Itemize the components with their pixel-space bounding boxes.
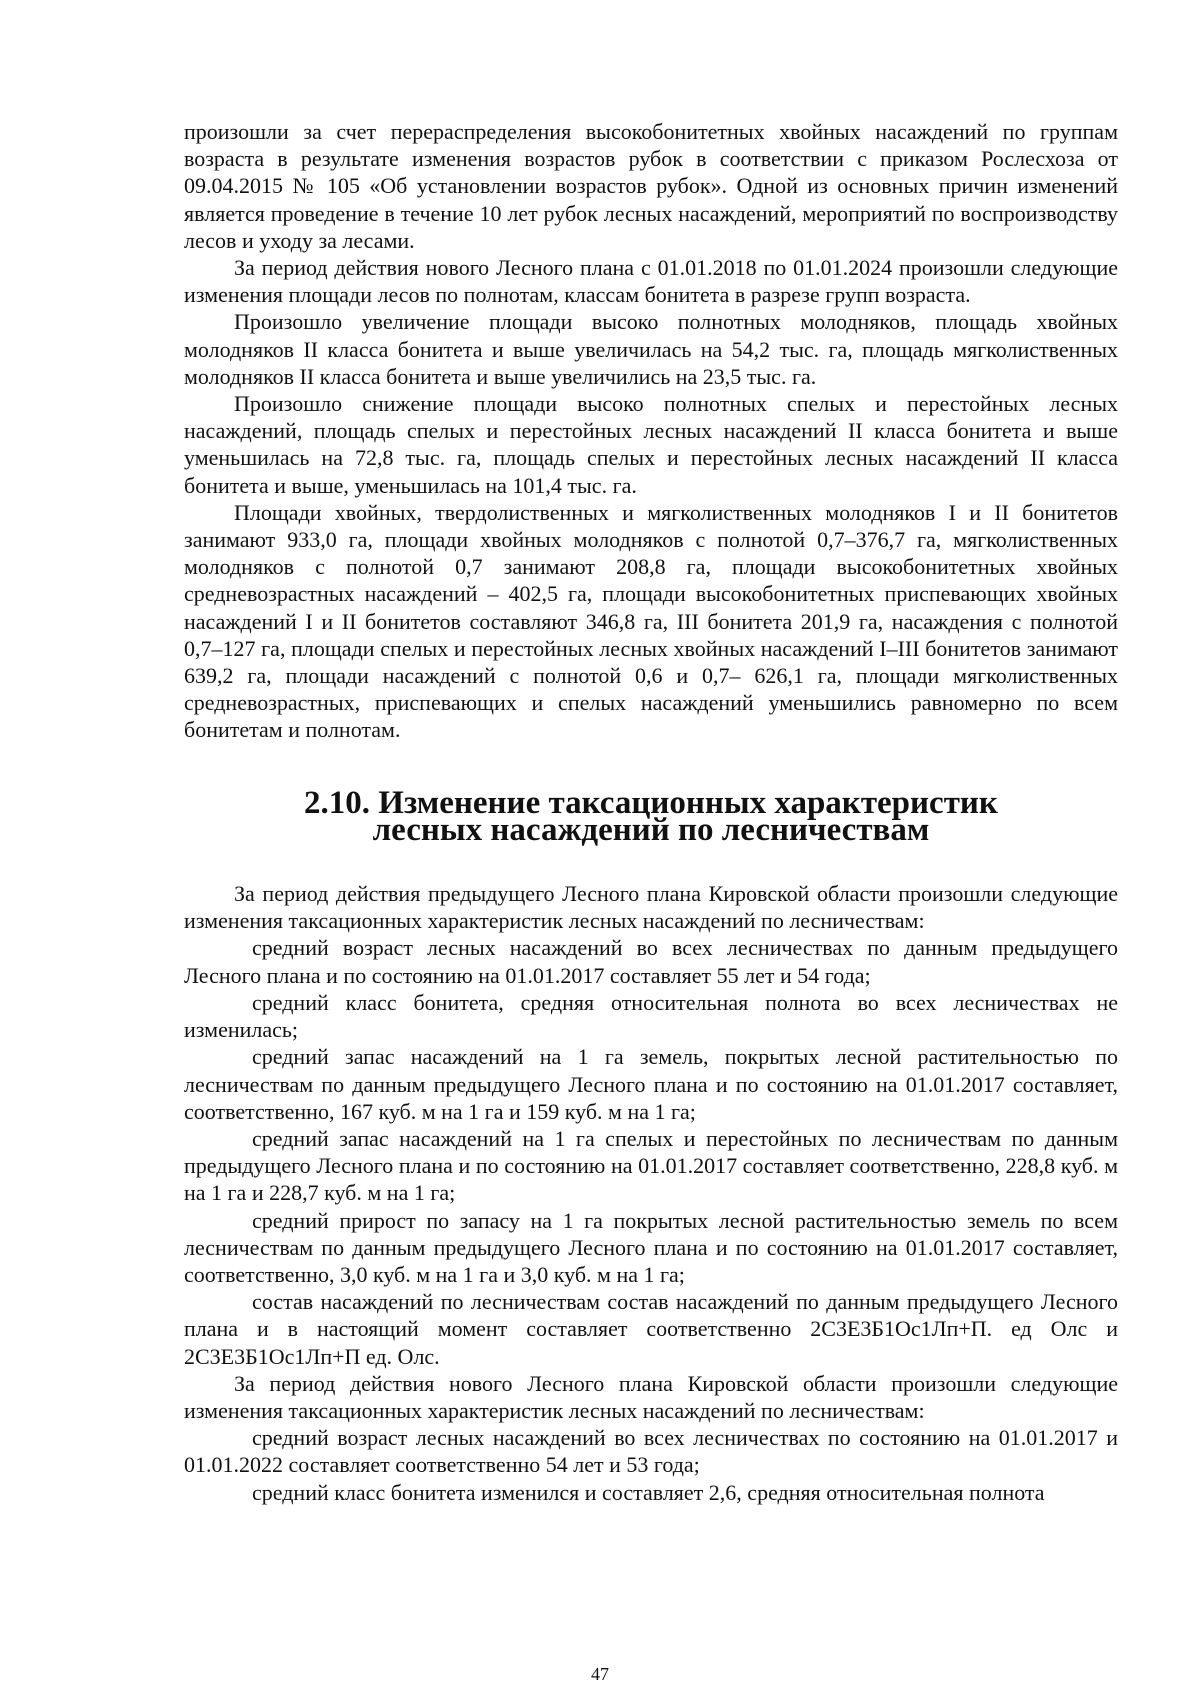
paragraph-average-growth: средний прирост по запасу на 1 га покрытых лесной растительностью земель по всем лесничествам по данным предыдущего Лесного плана и по состоянию на 01.01.2017 составляет, соответственно, 3,0 куб. м на 1 га и 3,0 куб. м на 1 га; (184, 1207, 1118, 1287)
paragraph-composition: состав насаждений по лесничествам состав насаждений по данным предыдущего Лесного плана и в настоящий момент составляет соответственно 2С3Е3Б1Ос1Лп+П. ед Олс и 2С3Е3Б1Ос1Лп+П ед. Олс. (184, 1289, 1118, 1369)
section-heading (184, 784, 1118, 848)
page-number: 47 (591, 1664, 609, 1684)
paragraph-continuation: произошли за счет перераспределения высокобонитетных хвойных насаждений по группам возраста в результате изменения возрастов рубок в соответствии с приказом Рослесхоза от 09.04.2015 № 105 «Об установлении возрастов рубок». Одной из основных причин изменений является проведение в течение 10 лет рубок лесных насаждений, мероприятий по воспроизводству лесов и уходу за лесами. (184, 119, 1118, 253)
paragraph-average-bonitet: средний класс бонитета, средняя относительная полнота во всех лесничествах не изменилась; (184, 989, 1118, 1043)
paragraph-new-average-bonitet: средний класс бонитета изменился и составляет 2,6, средняя относительная полнота (252, 1479, 1045, 1505)
paragraph-areas-by-bonitet: Площади хвойных, твердолиственных и мягколиственных молодняков I и II бонитетов занимают 933,0 га, площади хвойных молодняков с полнотой 0,7–376,7 га, мягколиственных молодняков с полнотой 0,7 занимают 208,8 га, площади высокобонитетных хвойных средневозрастных насаждений – 402,5 га, площади высокобонитетных приспевающих хвойных насаждений I и II бонитетов составляют 346,8 га, III бонитета 201,9 га, насаждения с полнотой 0,7–127 га, площади спелых и перестойных лесных хвойных насаждений I–III бонитетов занимают 639,2 га, площади насаждений с полнотой 0,6 и 0,7– 626,1 га, площади мягколиственных средневозрастных, приспевающих и спелых насаждений уменьшились равномерно по всем бонитетам и полнотам. (184, 499, 1118, 743)
paragraph-previous-plan-intro: За период действия предыдущего Лесного плана Кировской области произошли следующие изменения таксационных характеристик лесных насаждений по лесничествам: (184, 881, 1118, 934)
spacer (184, 844, 1118, 880)
spacer (184, 744, 1118, 790)
paragraph-average-stock: средний запас насаждений на 1 га земель, покрытых лесной растительностью по лесничествам по данным предыдущего Лесного плана и по состоянию на 01.01.2017 составляет, соответственно, 167 куб. м на 1 га и 159 куб. м на 1 га; (184, 1044, 1118, 1124)
paragraph-young-stands-increase: Произошло увеличение площади высоко полнотных молодняков, площадь хвойных молодняков II класса бонитета и выше увеличилась на 54,2 тыс. га, площадь мягколиственных молодняков II класса бонитета и выше увеличились на 23,5 тыс. га. (184, 309, 1118, 389)
paragraph-new-average-age: средний возраст лесных насаждений во всех лесничествах по состоянию на 01.01.2017 и 01.01.2022 составляет соответственно 54 лет и 53 года; (184, 1425, 1118, 1478)
section-heading-line-2: лесных насаждений по лесничествам (372, 811, 930, 848)
paragraph-new-plan-changes: За период действия нового Лесного плана с 01.01.2018 по 01.01.2024 произошли следующие изменения площади лесов по полнотам, классам бонитета в разрезе групп возраста. (184, 255, 1118, 308)
document-page (184, 118, 1118, 1506)
section-heading-line-1: 2.10. Изменение таксационных характеристик (304, 784, 998, 821)
paragraph-average-age: средний возраст лесных насаждений во всех лесничествах по данным предыдущего Лесного плана и по состоянию на 01.01.2017 составляет 55 лет и 54 года; (184, 935, 1118, 988)
paragraph-mature-stands-decrease: Произошло снижение площади высоко полнотных спелых и перестойных лесных насаждений, площадь спелых и перестойных лесных насаждений II класса бонитета и выше уменьшилась на 72,8 тыс. га, площадь спелых и перестойных лесных насаждений II класса бонитета и выше, уменьшилась на 101,4 тыс. га. (184, 391, 1118, 498)
paragraph-average-stock-mature: средний запас насаждений на 1 га спелых и перестойных по лесничествам по данным предыдущего Лесного плана и по состоянию на 01.01.2017 составляет соответственно, 228,8 куб. м на 1 га и 228,7 куб. м на 1 га; (184, 1125, 1118, 1206)
paragraph-new-plan-intro: За период действия нового Лесного плана Кировской области произошли следующие изменения таксационных характеристик лесных насаждений по лесничествам: (184, 1370, 1118, 1423)
